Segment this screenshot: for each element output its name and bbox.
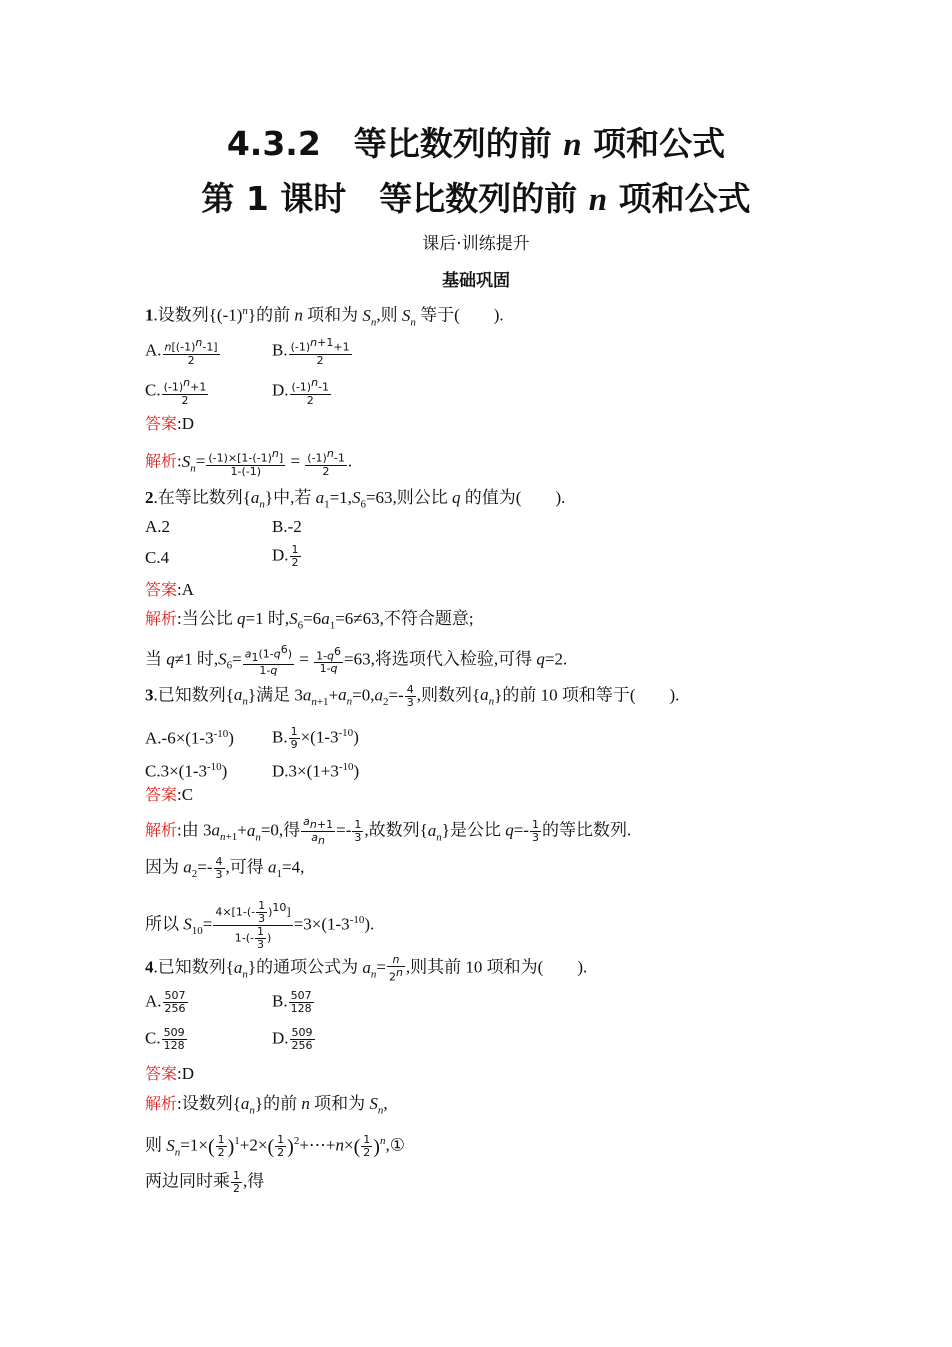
q1-stem: 1.设数列$\{(-1)^n\}$的前 n 项和为 $S_n$,则 $S_n$ 等于( ). bbox=[145, 305, 504, 329]
q3-analysis-2: 因为 $a_2=-$ $\frac{4}{3}$ ,可得 $a_1=4$, bbox=[145, 855, 305, 881]
q4-option-c: C. $\frac{509}{128}$ bbox=[145, 1026, 185, 1052]
q1-option-d: D. $\frac{(-1)^n-1}{2}$ bbox=[272, 376, 330, 407]
q4-analysis-2: 则 $S_n=1\times$( $\frac{1}{2}$ )$^1$+2×( $\frac{1}{2}$ )$^2$+⋯+n×( $\frac{1}{2}$ )$^n$,① bbox=[145, 1133, 405, 1160]
q4-option-a: A. $\frac{507}{256}$ bbox=[145, 989, 186, 1015]
q4-option-b: B. $\frac{507}{128}$ bbox=[272, 989, 312, 1015]
q2-analysis-2: 当 q≠1 时$,S_6=$ $\frac{a_1(1-q^6)}{1-q}$ = $\frac{1-q^6}{1-q}$ =63,将选项代入检验,可得 q=2. bbox=[145, 643, 568, 677]
q3-option-d: $D.3\times(1+3^{-10})$ bbox=[272, 761, 360, 781]
q1-analysis: 解析$:S_n=$ $\frac{(-1)\times[1-(-1)^n]}{1-(-1)}$ = $\frac{(-1)^n-1}{2}$ . bbox=[145, 447, 353, 478]
q3-option-a: $A.-6\times(1-3^{-10})$ bbox=[145, 728, 234, 748]
q3-option-c: $C.3\times(1-3^{-10})$ bbox=[145, 761, 228, 781]
q1-answer: 答案:D bbox=[145, 414, 195, 433]
section-heading: 基础巩固 bbox=[442, 271, 510, 291]
q1-option-c: C. $\frac{(-1)^n+1}{2}$ bbox=[145, 376, 207, 407]
q1-option-b: B. $\frac{(-1)^{n+1}+1}{2}$ bbox=[272, 336, 350, 367]
q3-stem: 3.已知数列$\{a_n\}$满足 $3a_{n+1}+a_n=0,a_2=-$ $\frac{4}{3}$ ,则数列$\{a_n\}$的前 10 项和等于( ). bbox=[145, 683, 680, 709]
q2-option-c: C.4 bbox=[145, 548, 170, 567]
q3-answer: 答案:C bbox=[145, 785, 194, 804]
q2-option-b: B.-2 bbox=[272, 517, 302, 536]
q3-analysis-3: 所以 $S_{10}=$ 4×[1-(- $\frac{1}{3}$ )$^{10}$] 1-(- $\frac{1}{3}$ ) $=3\times(1-3^{-10})$. bbox=[145, 899, 375, 951]
q3-option-b: B. $\frac{1}{9}$ $\times(1-3^{-10})$ bbox=[272, 725, 359, 752]
q3-analysis-1: 解析:由 $3a_{n+1}+a_n=0$,得 $\frac{a_{n+1}}{a_n}$ =- $\frac{1}{3}$ ,故数列$\{a_n\}$是公比 q=- $\frac{1}{3}$ 的等比数列. bbox=[145, 815, 632, 848]
section-title: 4.3.2 等比数列的前 n 项和公式 bbox=[226, 124, 726, 163]
q4-stem: 4.已知数列$\{a_n\}$的通项公式为 $a_n=$ $\frac{n}{2^n}$ ,则其前 10 项和为( ). bbox=[145, 953, 588, 984]
q2-option-d: D. $\frac{1}{2}$ bbox=[272, 543, 299, 569]
q2-stem: 2.在等比数列$\{a_n\}$中,若 $a_1=1,S_6=63$,则公比 q 的值为( ). bbox=[145, 488, 566, 511]
lesson-title: 第 1 课时 等比数列的前 n 项和公式 bbox=[201, 179, 751, 218]
q2-option-a: A.2 bbox=[145, 517, 171, 536]
q2-answer: 答案:A bbox=[145, 580, 195, 599]
q4-answer: 答案:D bbox=[145, 1064, 195, 1083]
q4-analysis-1: 解析:设数列$\{a_n\}$的前 n 项和为 $S_n$, bbox=[145, 1094, 388, 1117]
subtitle: 课后·训练提升 bbox=[422, 234, 530, 254]
q4-analysis-3: 两边同时乘 $\frac{1}{2}$ ,得 bbox=[145, 1169, 265, 1195]
q2-analysis-1: 解析:当公比 q=1 时$,S_6=6a_1=6\ne 63$,不符合题意; bbox=[145, 609, 474, 632]
q1-option-a: A. $\frac{n[(-1)^n-1]}{2}$ bbox=[145, 336, 218, 367]
q4-option-d: D. $\frac{509}{256}$ bbox=[272, 1026, 313, 1052]
